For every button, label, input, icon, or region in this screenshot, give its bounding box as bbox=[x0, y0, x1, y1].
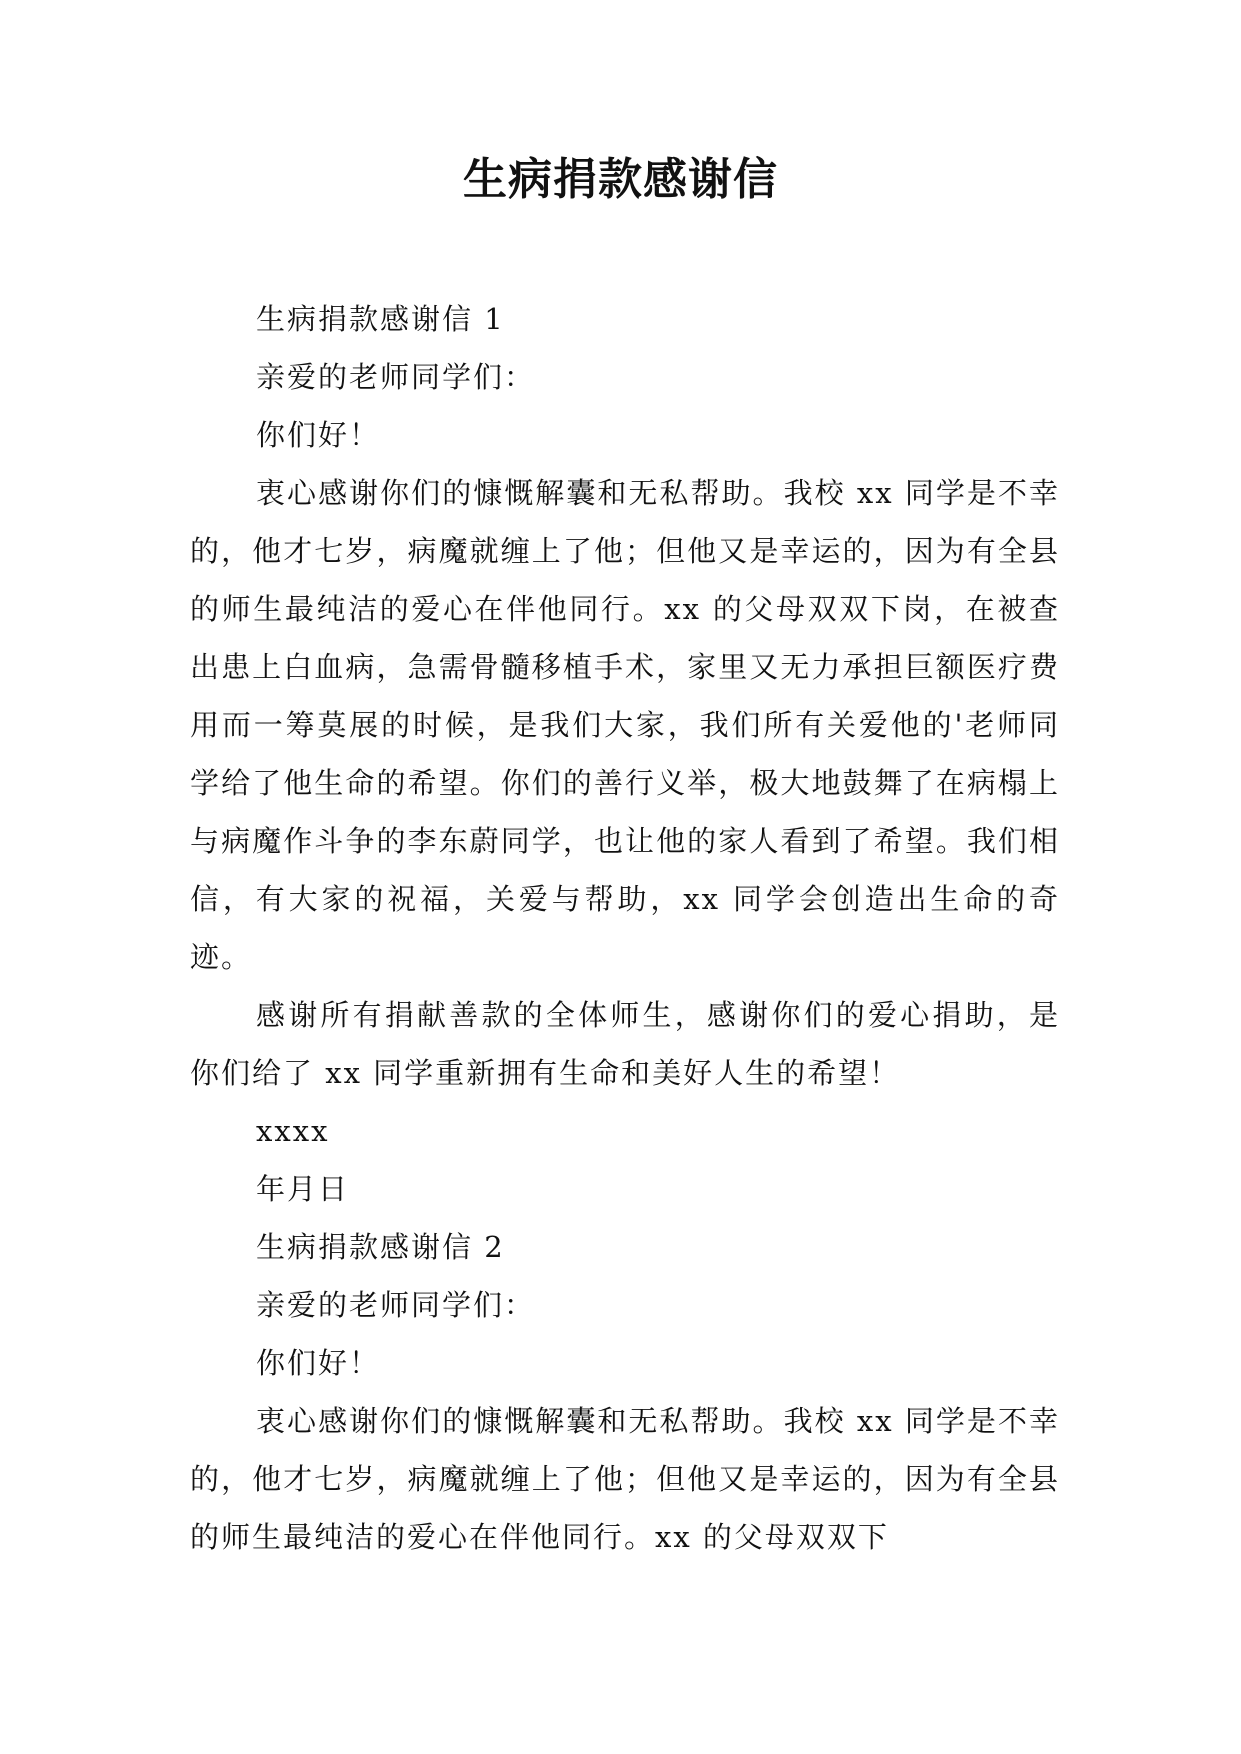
document-title: 生病捐款感谢信 bbox=[463, 154, 778, 205]
letter1-salutation: 亲爱的老师同学们： bbox=[256, 360, 536, 394]
letter2-paragraph-1: 衷心感谢你们的慷慨解囊和无私帮助。我校 xx 同学是不幸的，他才七岁，病魔就缠上了他；但他又是幸运的，因为有全县的师生最纯洁的爱心在伴他同行。xx 的父母双双下 bbox=[190, 1404, 1060, 1554]
letter1-signature: xxxx bbox=[256, 1114, 330, 1148]
letter2-heading: 生病捐款感谢信 2 bbox=[256, 1230, 505, 1264]
letter1-greeting: 你们好！ bbox=[256, 418, 381, 452]
letter1-date: 年月日 bbox=[256, 1172, 350, 1206]
letter2-salutation: 亲爱的老师同学们： bbox=[256, 1288, 536, 1322]
letter1-paragraph-1: 衷心感谢你们的慷慨解囊和无私帮助。我校 xx 同学是不幸的，他才七岁，病魔就缠上了他；但他又是幸运的，因为有全县的师生最纯洁的爱心在伴他同行。xx 的父母双双下岗，在被查出患上白血病，急需骨髓移植手术，家里又无力承担巨额医疗费用而一筹莫展的时候，是我们大家，我们所有关爱他的'老师同学给了他生命的希望。你们的善行义举，极大地鼓舞了在病榻上与病魔作斗争的李东蔚同学，也让他的家人看到了希望。我们相信，有大家的祝福，关爱与帮助，xx 同学会创造出生命的奇迹。 bbox=[190, 476, 1060, 974]
letter2-greeting: 你们好！ bbox=[256, 1346, 381, 1380]
document-body bbox=[190, 290, 1060, 1566]
letter1-paragraph-2: 感谢所有捐献善款的全体师生，感谢你们的爱心捐助，是你们给了 xx 同学重新拥有生命和美好人生的希望！ bbox=[190, 998, 1060, 1090]
letter1-heading: 生病捐款感谢信 1 bbox=[256, 302, 505, 336]
